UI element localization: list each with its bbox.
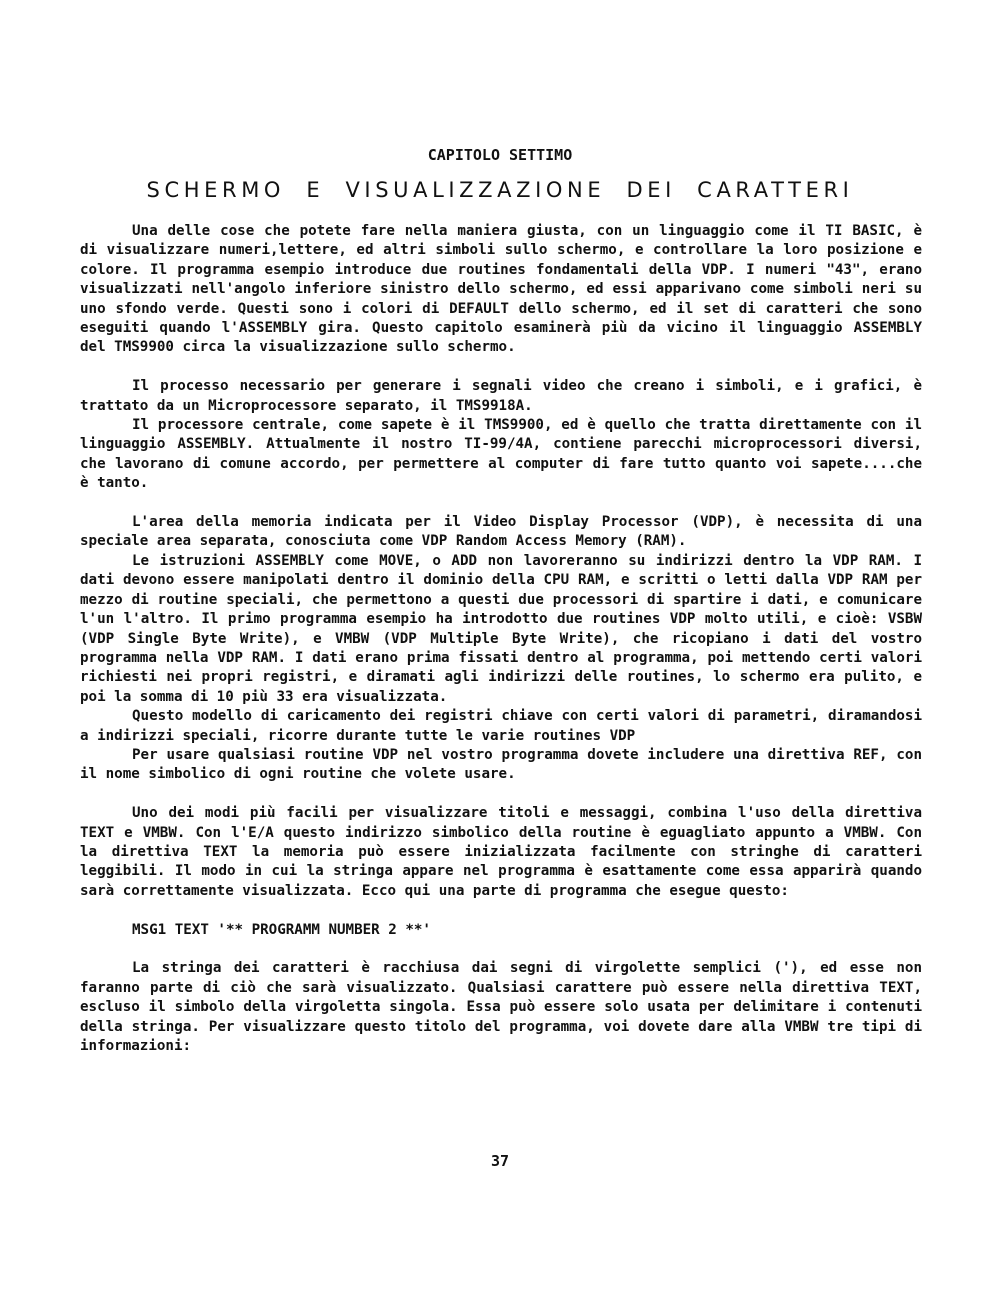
code-example: MSG1 TEXT '** PROGRAMM NUMBER 2 **'	[132, 921, 431, 938]
paragraph-central-processor: Il processore centrale, come sapete è il TMS9900, ed è quello che tratta direttamente con il linguaggio ASSEMBLY. Attualmente il nostro TI-99/4A, contiene parecchi microprocessori diversi, che lavorano di comune accordo, per permettere al computer di fare tutto quanto voi sapete....che è tanto.	[80, 417, 922, 492]
paragraph-vdp-memory: L'area della memoria indicata per il Video Display Processor (VDP), è necessita di una speciale area separata, conosciuta come VDP Random Access Memory (RAM).	[80, 514, 922, 550]
paragraph-assembly-instructions: Le istruzioni ASSEMBLY come MOVE, o ADD non lavoreranno su indirizzi dentro la VDP RAM. I dati devono essere manipolati dentro il dominio della CPU RAM, e scritti o letti dalla VDP RAM per mezzo di routine speciali, che permettono a questi due processori di spartire i dati, e comunicare l'un l'altro. Il primo programma esempio ha introdotto due routines VDP molto utili, e cioè: VSBW (VDP Single Byte Write), e VMBW (VDP Multiple Byte Write), che ricopiano i dati del vostro programma nella VDP RAM. I dati erano prima fissati dentro al programma, poi mettendo certi valori richiesti nei propri registri, e diramati agli indirizzi delle routines, lo schermo era pulito, e poi la somma di 10 più 33 era visualizzata.	[80, 552, 922, 705]
paragraph-text-directive: Uno dei modi più facili per visualizzare titoli e messaggi, combina l'uso della direttiva TEXT e VMBW. Con l'E/A questo indirizzo simbolico della routine è eguagliato appunto a VMBW. Con la direttiva TEXT la memoria può essere inizializzata facilmente con stringhe di caratteri leggibili. Il modo in cui la stringa appare nel programma è esattamente come essa apparirà quando sarà correttamente visualizzata. Ecco qui una parte di programma che esegue questo:	[80, 805, 922, 899]
body-text	[80, 222, 922, 1056]
chapter-heading: CAPITOLO SETTIMO	[427, 146, 573, 164]
paragraph-string-quotes: La stringa dei caratteri è racchiusa dai segni di virgolette semplici ('), ed esse non faranno parte di ciò che sarà visualizzato. Qualsiasi carattere può essere nella direttiva TEXT, escluso il simbolo della virgoletta singola. Essa può essere solo usata per delimitare i contenuti della stringa. Per visualizzare questo titolo del programma, voi dovete dare alla VMBW tre tipi di informazioni:	[80, 960, 922, 1054]
paragraph-video-processor: Il processo necessario per generare i segnali video che creano i simboli, e i grafici, è trattato da un Microprocessore separato, il TMS9918A.	[80, 378, 922, 414]
paragraph-ref-directive: Per usare qualsiasi routine VDP nel vostro programma dovete includere una direttiva REF, con il nome simbolico di ogni routine che volete usare.	[80, 746, 922, 783]
paragraph-register-model: Questo modello di caricamento dei registri chiave con certi valori di parametri, diramandosi a indirizzi speciali, ricorre durante tutte le varie routines VDP	[80, 708, 922, 744]
paragraph-intro: Una delle cose che potete fare nella maniera giusta, con un linguaggio come il TI BASIC, è di visualizzare numeri,lettere, ed altri simboli sullo schermo, e controllare la loro posizione e colore. Il programma esempio introduce due routines fondamentali della VDP. I numeri "43", erano visualizzati nell'angolo inferiore sinistro dello schermo, ed essi apparivano come simboli neri su uno sfondo verde. Questi sono i colori di DEFAULT dello schermo, ed il set di caratteri che sono eseguiti quando l'ASSEMBLY gira. Questo capitolo esaminerà più da vicino il linguaggio ASSEMBLY del TMS9900 circa la visualizzazione sullo schermo.	[80, 223, 922, 356]
chapter-title: SCHERMO E VISUALIZZAZIONE DEI CARATTERI	[146, 178, 854, 202]
page-number: 37	[490, 1152, 510, 1170]
